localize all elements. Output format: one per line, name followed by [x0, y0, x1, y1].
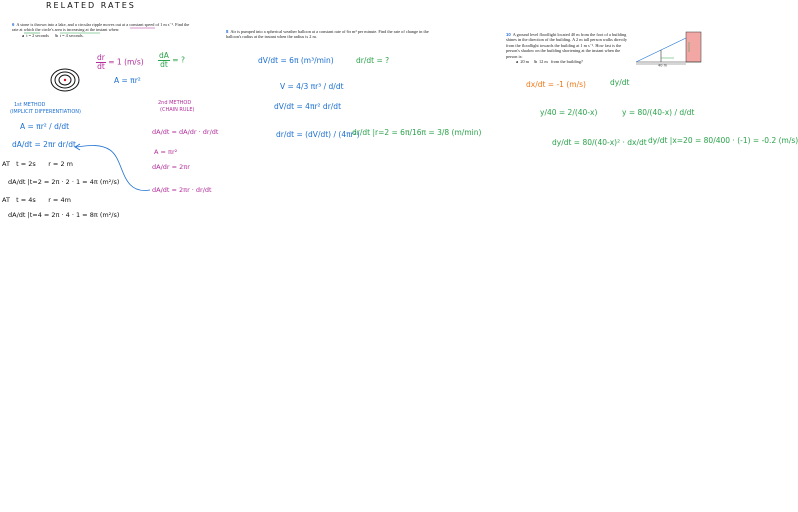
problem-6-text: A stone is thrown into a lake, and a circular ripple moves out at a constant speed of 1 m s⁻¹. Find the rate at which the circle's area is increasing at the instant when:	[12, 22, 190, 33]
p6-result-2: dA/dt |t=4 = 2π · 4 · 1 = 8π (m²/s)	[8, 211, 120, 219]
p6-method2-title: 2nd METHOD	[158, 100, 192, 106]
p6-m2-line2: A = πr²	[154, 148, 178, 156]
p6-area-formula: A = πr²	[114, 76, 141, 85]
problem-10-option-b-letter: b	[534, 59, 537, 65]
p6-m1-line1: A = πr² / d/dt	[20, 122, 70, 131]
p6-find-rhs: = ?	[172, 55, 185, 65]
p6-at2-t: t = 4s	[16, 196, 36, 204]
p10-result: dy/dt |x=20 = 80/400 · (-1) = -0.2 (m/s)	[648, 136, 798, 145]
p6-at1-r: r = 2 m	[48, 160, 73, 168]
p6-at1-t: t = 2s	[16, 160, 36, 168]
p8-given: dV/dt = 6π (m³/min)	[258, 56, 334, 65]
p10-given: dx/dt = -1 (m/s)	[526, 80, 586, 89]
p8-volume: V = 4/3 πr³ / d/dt	[280, 82, 344, 91]
p8-dv: dV/dt = 4πr² dr/dt	[274, 102, 342, 111]
problem-6-number: 6	[12, 22, 15, 27]
p6-result-1: dA/dt |t=2 = 2π · 2 · 1 = 4π (m²/s)	[8, 178, 120, 186]
problem-8-text: Air is pumped into a spherical weather balloon at a constant rate of 6π m³ per minute. Find the rate of change in the balloon's radius at the instant when the radius is 2 m.	[226, 29, 429, 40]
diagram-distance-label: 40 m	[658, 63, 667, 68]
p6-method1-subtitle: (IMPLICIT DIFFERENTIATION)	[10, 109, 81, 115]
p6-find-den: dt	[160, 59, 168, 69]
problem-10-options-suffix: from the building?	[550, 59, 583, 65]
problem-10-option-a: 20 m	[520, 59, 530, 65]
problem-6-option-a-letter: a	[22, 32, 25, 38]
p10-y-expr: y = 80/(40-x) / d/dt	[622, 108, 695, 117]
problem-6-option-b: t = 4 seconds.	[59, 32, 84, 38]
p6-at2-r: r = 4m	[48, 196, 71, 204]
p6-m1-line2: dA/dt = 2πr dr/dt	[12, 140, 76, 149]
problem-10-number: 10	[506, 32, 511, 37]
problem-10-text: A ground level floodlight located 40 m from the foot of a building shines in the direction of the building. A 2 m tall person walks directly from the floodlight towards the building at 1 m s⁻¹. How fast is the person's shadow on the building shortening at the instant when the person is:	[506, 32, 628, 59]
problem-10	[506, 32, 628, 64]
p6-given-den: dt	[97, 61, 105, 71]
p8-result: dr/dt |r=2 = 6π/16π = 3/8 (m/min)	[352, 128, 482, 137]
problem-10-option-a-letter: a	[516, 59, 519, 65]
p6-method2-subtitle: (CHAIN RULE)	[160, 107, 195, 113]
p6-at1-label: AT	[2, 160, 10, 168]
p6-m2-line3: dA/dr = 2πr	[152, 163, 190, 171]
p6-at2-label: AT	[2, 196, 10, 204]
p6-given-num: dr	[97, 53, 105, 62]
p6-m2-line4: dA/dt = 2πr · dr/dt	[152, 186, 212, 194]
problem-10-option-b: 12 m	[538, 59, 548, 65]
p10-derivative: dy/dt = 80/(40-x)² · dx/dt	[552, 138, 647, 147]
page-title: RELATED RATES	[46, 1, 136, 10]
p10-similar: y/40 = 2/(40-x)	[540, 108, 598, 117]
problem-6-option-a: t = 2 seconds	[26, 32, 49, 38]
p8-dr: dr/dt = (dV/dt) / (4πr²)	[276, 130, 360, 139]
p6-given-rhs: = 1 (m/s)	[108, 57, 144, 67]
p6-method1-title: 1st METHOD	[14, 102, 46, 108]
p8-find: dr/dt = ?	[356, 56, 390, 65]
floodlight-diagram	[634, 30, 704, 66]
problem-8	[226, 29, 436, 40]
p6-find-num: dA	[159, 51, 169, 60]
problem-8-number: 8	[226, 29, 229, 34]
problem-6-option-b-letter: b	[55, 32, 58, 38]
p10-find: dy/dt	[610, 78, 630, 87]
p6-m2-line1: dA/dt = dA/dr · dr/dt	[152, 128, 219, 136]
